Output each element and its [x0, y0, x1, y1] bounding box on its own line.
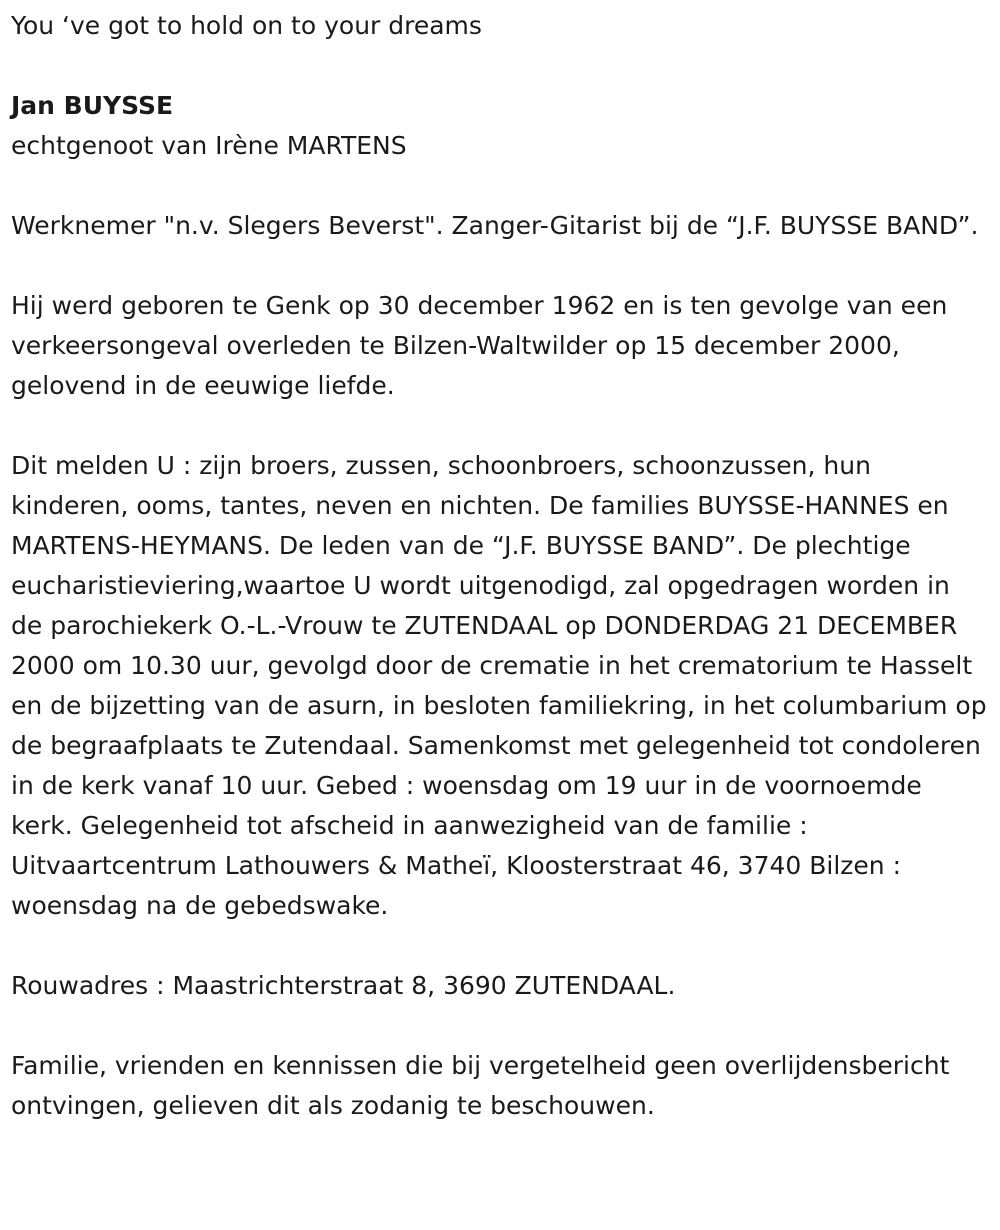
closing-paragraph: Familie, vrienden en kennissen die bij vergetelheid geen overlijdensbericht ontvingen, gelieven dit als zodanig te beschouwen. [11, 1051, 950, 1120]
mourning-address: Rouwadres : Maastrichterstraat 8, 3690 ZUTENDAAL. [11, 971, 676, 1000]
spouse-line: echtgenoot van Irène MARTENS [11, 131, 407, 160]
announcement-paragraph: Dit melden U : zijn broers, zussen, schoonbroers, schoonzussen, hun kinderen, ooms, tantes, neven en nichten. De families BUYSSE-HANNES en MARTENS-HEYMANS. De leden van de “J.F. BUYSSE BAND”. De plechtige eucharistieviering,waartoe U wordt uitgenodigd, zal opgedragen worden in de parochiekerk O.-L.-Vrouw te ZUTENDAAL op DONDERDAG 21 DECEMBER 2000 om 10.30 uur, gevolgd door de crematie in het crematorium te Hasselt en de bijzetting van de asurn, in besloten familiekring, in het columbarium op de begraafplaats te Zutendaal. Samenkomst met gelegenheid tot condoleren in de kerk vanaf 10 uur. Gebed : woensdag om 19 uur in de voornoemde kerk. Gelegenheid tot afscheid in aanwezigheid van de familie : Uitvaartcentrum Lathouwers & Matheï, Kloosterstraat 46, 3740 Bilzen : woensdag na de gebedswake. [11, 451, 987, 920]
deceased-name: Jan BUYSSE [11, 91, 174, 120]
occupation-paragraph: Werknemer "n.v. Slegers Beverst". Zanger-Gitarist bij de “J.F. BUYSSE BAND”. [11, 211, 979, 240]
birth-death-paragraph: Hij werd geboren te Genk op 30 december 1962 en is ten gevolge van een verkeersongeval overleden te Bilzen-Waltwilder op 15 december 2000, gelovend in de eeuwige liefde. [11, 291, 948, 400]
motto: You ‘ve got to hold on to your dreams [11, 11, 482, 40]
